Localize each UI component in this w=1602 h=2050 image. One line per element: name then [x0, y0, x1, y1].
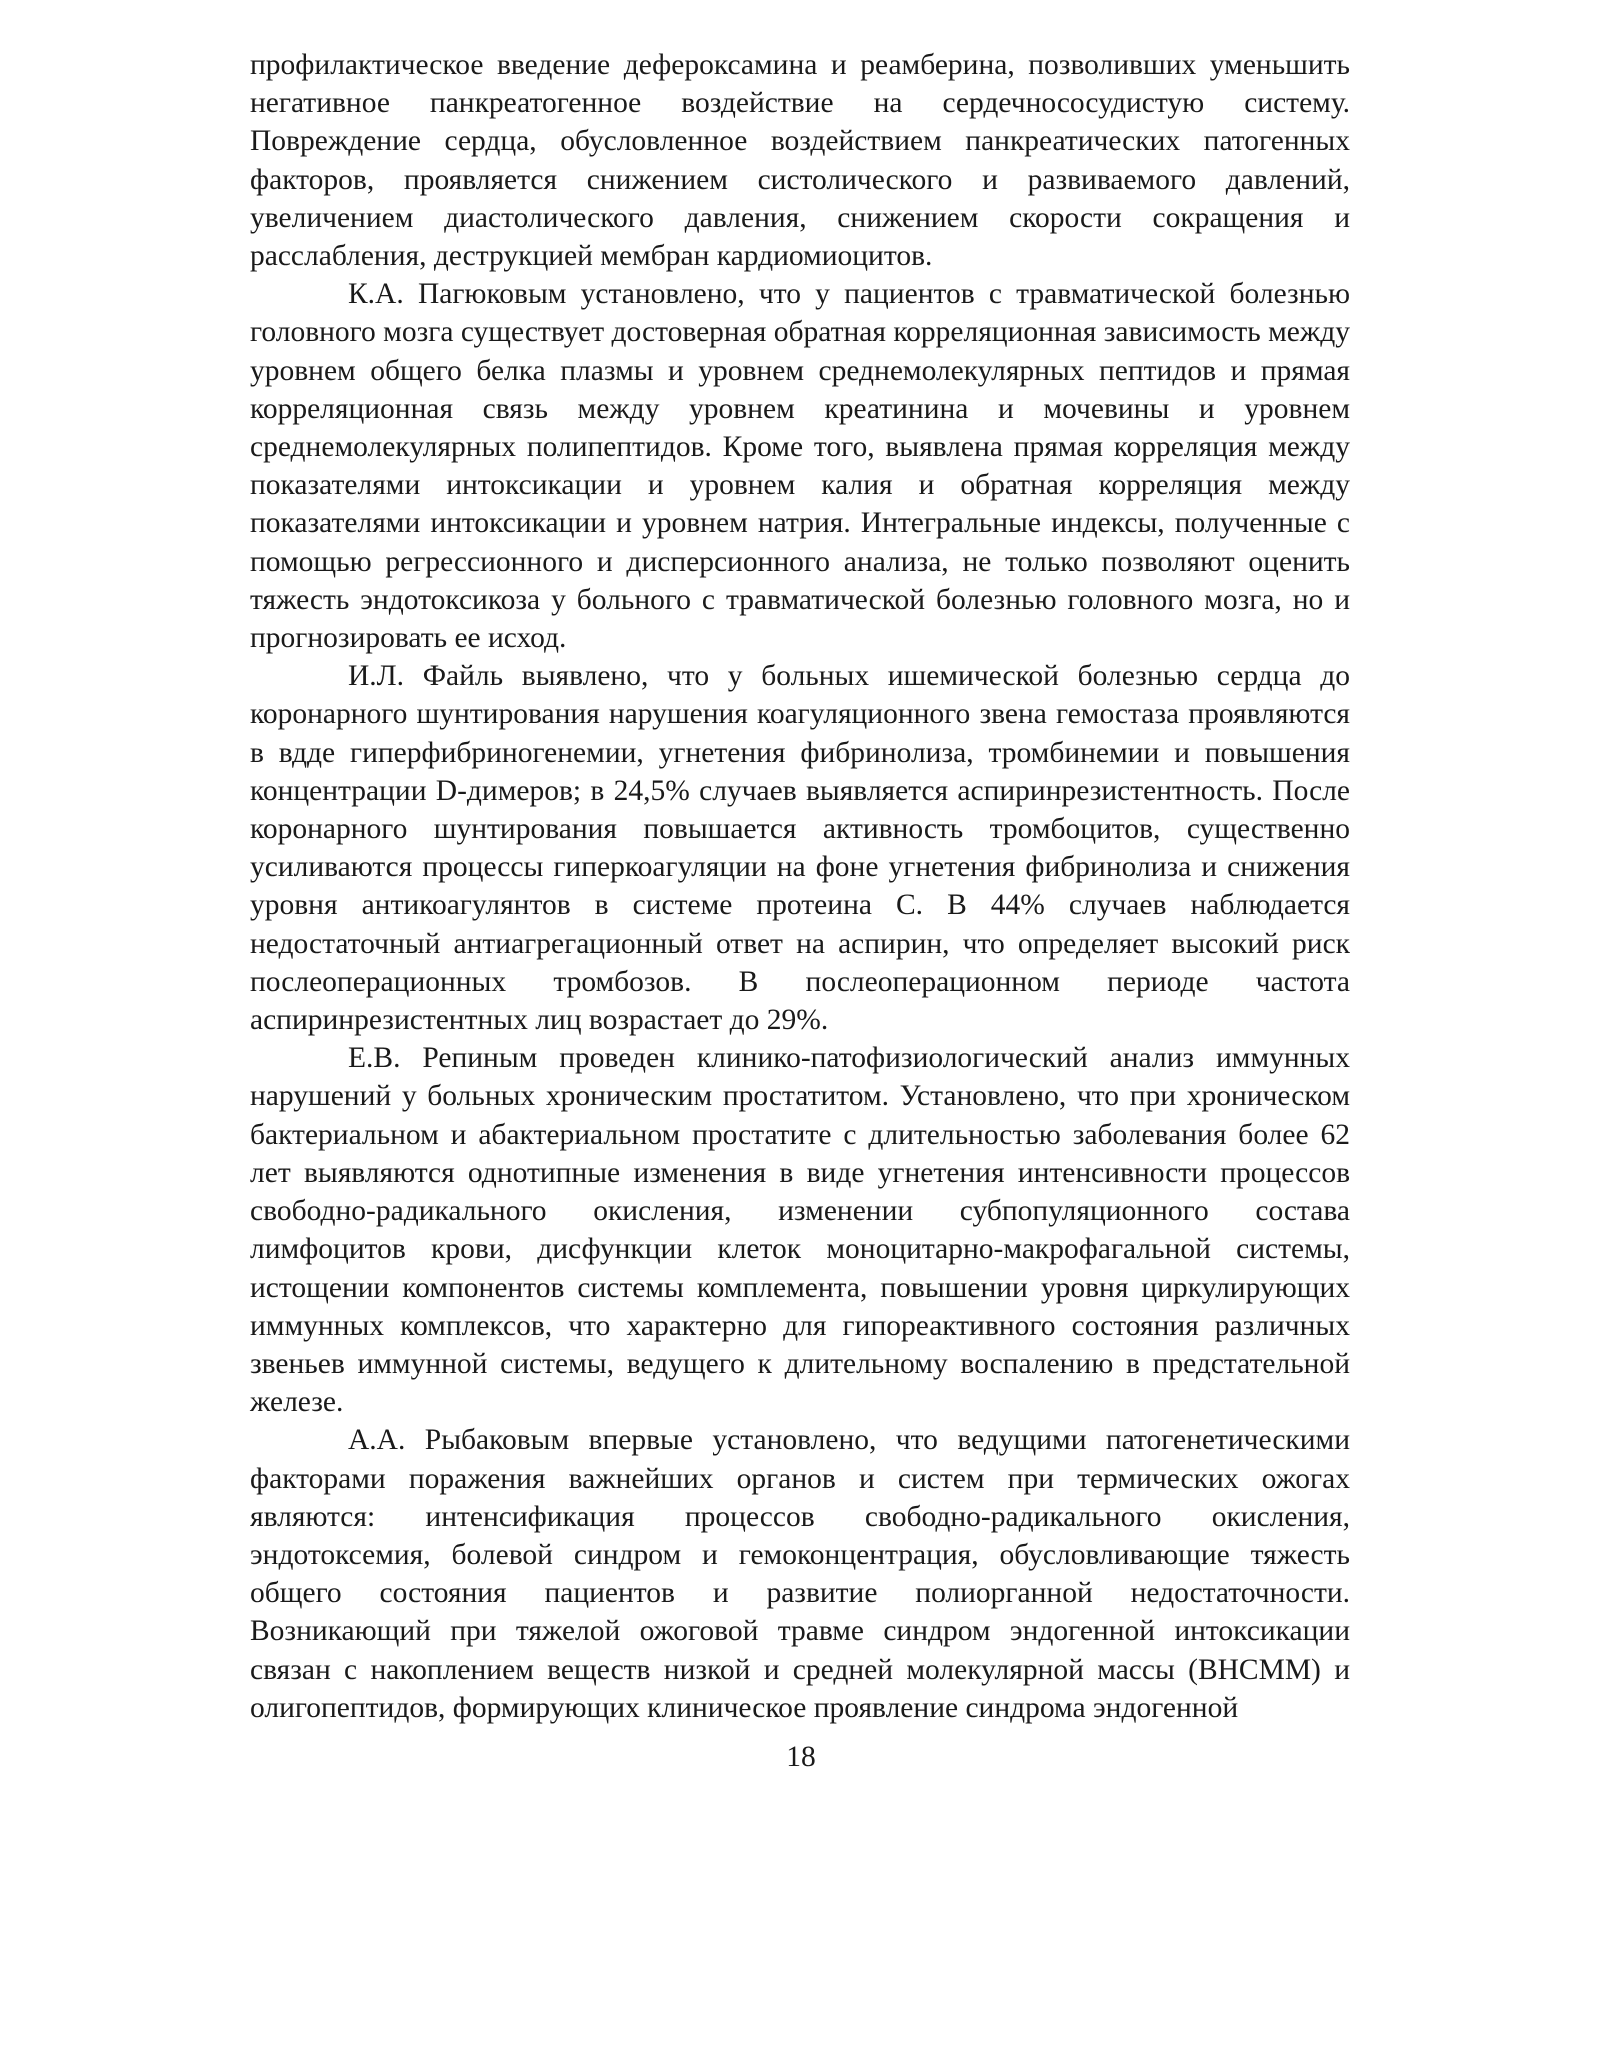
paragraph-pagyukov: К.А. Пагюковым установлено, что у пациентов с травматической болезнью головного мозга существует достоверная обратная корреляционная зависимость между уровнем общего белка плазмы и уровнем среднемолекулярных пептидов и прямая корреляционная связь между уровнем креатинина и мочевины и уровнем среднемолекулярных полипептидов. Кроме того, выявлена прямая корреляция между показателями интоксикации и уровнем калия и обратная корреляция между показателями интоксикации и уровнем натрия. Интегральные индексы, полученные с помощью регрессионного и дисперсионного анализа, не только позволяют оценить тяжесть эндотоксикоза у больного с травматической болезнью головного мозга, но и прогнозировать ее исход. [250, 278, 1350, 655]
paragraph-repin: Е.В. Репиным проведен клинико-патофизиологический анализ иммунных нарушений у больных хроническим простатитом. Установлено, что при хроническом бактериальном и абактериальном простатите с длительностью заболевания более 62 лет выявляются однотипные изменения в виде угнетения интенсивности процессов свободно-радикального окисления, изменении субпопуляционного состава лимфоцитов крови, дисфункции клеток моноцитарно-макрофагальной системы, истощении компонентов системы комплемента, повышении уровня циркулирующих иммунных комплексов, что характерно для гипореактивного состояния различных звеньев иммунной системы, ведущего к длительному воспалению в предстательной железе. [250, 1042, 1350, 1419]
paragraph-fayl: И.Л. Файль выявлено, что у больных ишемической болезнью сердца до коронарного шунтирования нарушения коагуляционного звена гемостаза проявляются в вдде гиперфибриногенемии, угнетения фибринолиза, тромбинемии и повышения концентрации D-димеров; в 24,5% случаев выявляется аспиринрезистентность. После коронарного шунтирования повышается активность тромбоцитов, существенно усиливаются процессы гиперкоагуляции на фоне угнетения фибринолиза и снижения уровня антикоагулянтов в системе протеина С. В 44% случаев наблюдается недостаточный антиагрегационный ответ на аспирин, что определяет высокий риск послеоперационных тромбозов. В послеоперационном периоде частота аспиринрезистентных лиц возрастает до 29%. [250, 660, 1350, 1037]
page-number: 18 [786, 1741, 816, 1773]
paragraph-rybakov: А.А. Рыбаковым впервые установлено, что ведущими патогенетическими факторами поражения важнейших органов и систем при термических ожогах являются: интенсификация процессов свободно-радикального окисления, эндотоксемия, болевой синдром и гемоконцентрация, обусловливающие тяжесть общего состояния пациентов и развитие полиорганной недостаточности. Возникающий при тяжелой ожоговой травме синдром эндогенной интоксикации связан с накоплением веществ низкой и средней молекулярной массы (ВНСММ) и олигопептидов, формирующих клиническое проявление синдрома эндогенной [250, 1424, 1350, 1724]
body-text [250, 46, 1350, 1727]
paragraph-continuation: профилактическое введение дефероксамина и реамберина, позволивших уменьшить негативное панкреатогенное воздействие на сердечнососудистую систему. Повреждение сердца, обусловленное воздействием панкреатических патогенных факторов, проявляется снижением систолического и развиваемого давлений, увеличением диастолического давления, снижением скорости сокращения и расслабления, деструкцией мембран кардиомиоцитов. [250, 49, 1350, 273]
